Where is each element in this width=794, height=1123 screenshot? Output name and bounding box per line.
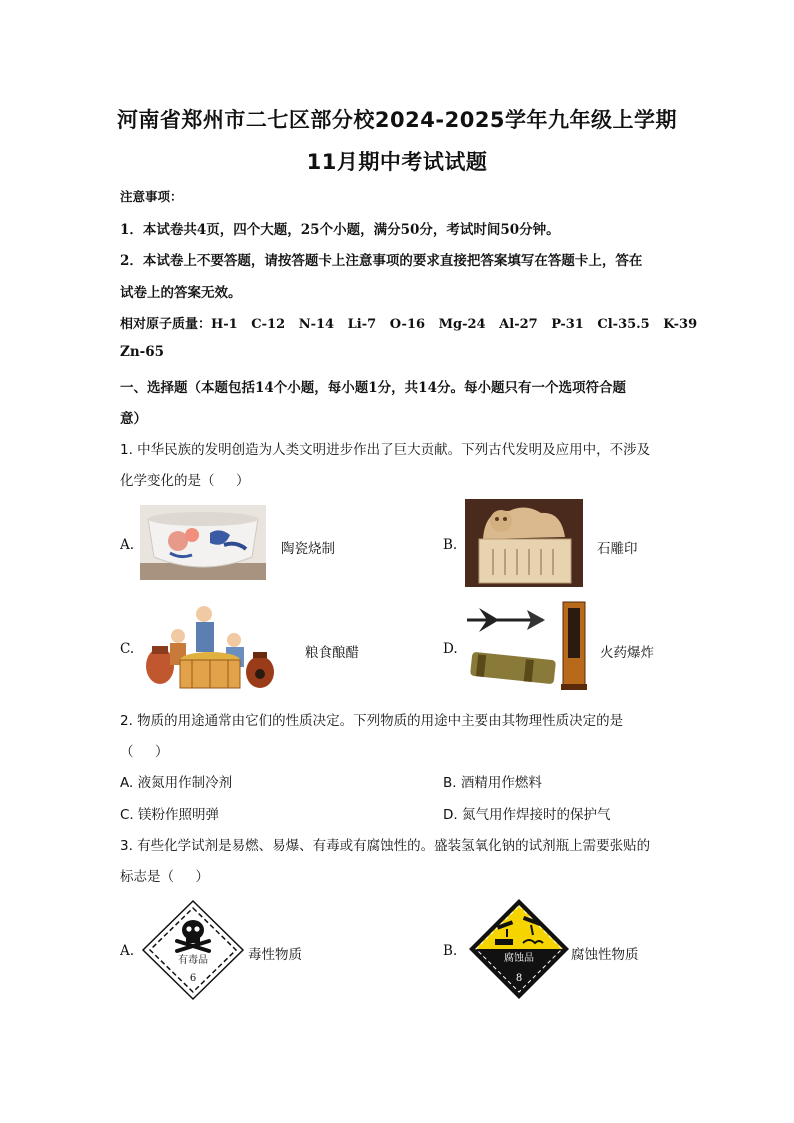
- q3-stem-line1: 3. 有些化学试剂是易燃、易爆、有毒或有腐蚀性的。盛装氢氧化钠的试剂瓶上需要张贴的: [120, 838, 651, 854]
- q2-option-b-letter: B.: [443, 775, 457, 791]
- q1-option-a-letter[interactable]: A.: [120, 537, 135, 553]
- stone-seal-image: [465, 499, 583, 587]
- section-1-heading-line2: 意）: [120, 411, 147, 427]
- corrosive-sign-label: 腐蚀品: [504, 953, 534, 964]
- q2-option-b-text: 酒精用作燃料: [460, 775, 542, 791]
- toxic-hazard-sign: [140, 899, 246, 1001]
- q3-option-b-letter[interactable]: B.: [443, 943, 458, 959]
- q2-option-c[interactable]: [120, 803, 219, 823]
- notes-item-2-line2: 试卷上的答案无效。: [120, 285, 242, 301]
- toxic-sign-class-number: 6: [189, 973, 197, 984]
- corrosive-sign-class-number: 8: [515, 973, 523, 984]
- q2-option-b[interactable]: [443, 771, 542, 791]
- exam-title-line2: 11月期中考试试题: [306, 150, 488, 174]
- q3-stem-line2: 标志是（ ）: [120, 869, 209, 885]
- q2-option-a-letter: A.: [120, 775, 134, 791]
- atomic-mass-line2: Zn-65: [120, 344, 165, 360]
- toxic-sign-label: 有毒品: [178, 955, 208, 966]
- q1-stem-line1: 1. 中华民族的发明创造为人类文明进步作出了巨大贡献。下列古代发明及应用中，不涉及: [120, 442, 651, 458]
- q3-option-b-text: 腐蚀性物质: [571, 947, 639, 963]
- q2-option-d[interactable]: [443, 803, 610, 823]
- q1-option-c-text: 粮食酿醋: [305, 645, 359, 661]
- q2-option-d-letter: D.: [443, 807, 458, 823]
- q2-stem-line2: （ ）: [120, 744, 169, 760]
- atomic-mass-line1: 相对原子质量：H-1 C-12 N-14 Li-7 O-16 Mg-24 Al-27 P-31 Cl-35.5 K-39: [120, 317, 698, 332]
- section-1-heading-line1: 一、选择题（本题包括14个小题，每小题1分，共14分。每小题只有一个选项符合题: [120, 380, 626, 396]
- q3-option-a-text: 毒性物质: [248, 947, 302, 963]
- notes-item-1: 1．本试卷共4页，四个大题，25个小题，满分50分，考试时间50分钟。: [120, 222, 560, 238]
- porcelain-bowl-image: [140, 505, 266, 580]
- q3-option-a-letter[interactable]: A.: [120, 943, 135, 959]
- gunpowder-weapons-image: [465, 600, 590, 692]
- q1-option-b-text: 石雕印: [597, 541, 638, 557]
- q2-option-d-text: 氮气用作焊接时的保护气: [461, 807, 611, 823]
- corrosive-hazard-sign: [467, 897, 571, 1001]
- q2-stem-line1: 2. 物质的用途通常由它们的性质决定。下列物质的用途中主要由其物理性质决定的是: [120, 713, 624, 729]
- q1-option-b-letter[interactable]: B.: [443, 537, 458, 553]
- q1-option-d-letter[interactable]: D.: [443, 641, 458, 657]
- grain-brewing-image: [140, 600, 282, 692]
- q1-option-d-text: 火药爆炸: [600, 645, 654, 661]
- q1-stem-line2: 化学变化的是（ ）: [120, 473, 250, 489]
- notes-item-2-line1: 2．本试卷上不要答题，请按答题卡上注意事项的要求直接把答案填写在答题卡上，答在: [120, 253, 643, 269]
- q1-option-a-text: 陶瓷烧制: [281, 541, 335, 557]
- notes-heading: 注意事项：: [120, 189, 183, 204]
- q2-option-c-text: 镁粉作照明弹: [138, 807, 220, 823]
- exam-title-line1: 河南省郑州市二七区部分校2024-2025学年九年级上学期: [116, 108, 678, 132]
- q2-option-c-letter: C.: [120, 807, 134, 823]
- q1-option-c-letter[interactable]: C.: [120, 641, 135, 657]
- q2-option-a-text: 液氮用作制冷剂: [137, 775, 233, 791]
- q2-option-a[interactable]: [120, 771, 232, 791]
